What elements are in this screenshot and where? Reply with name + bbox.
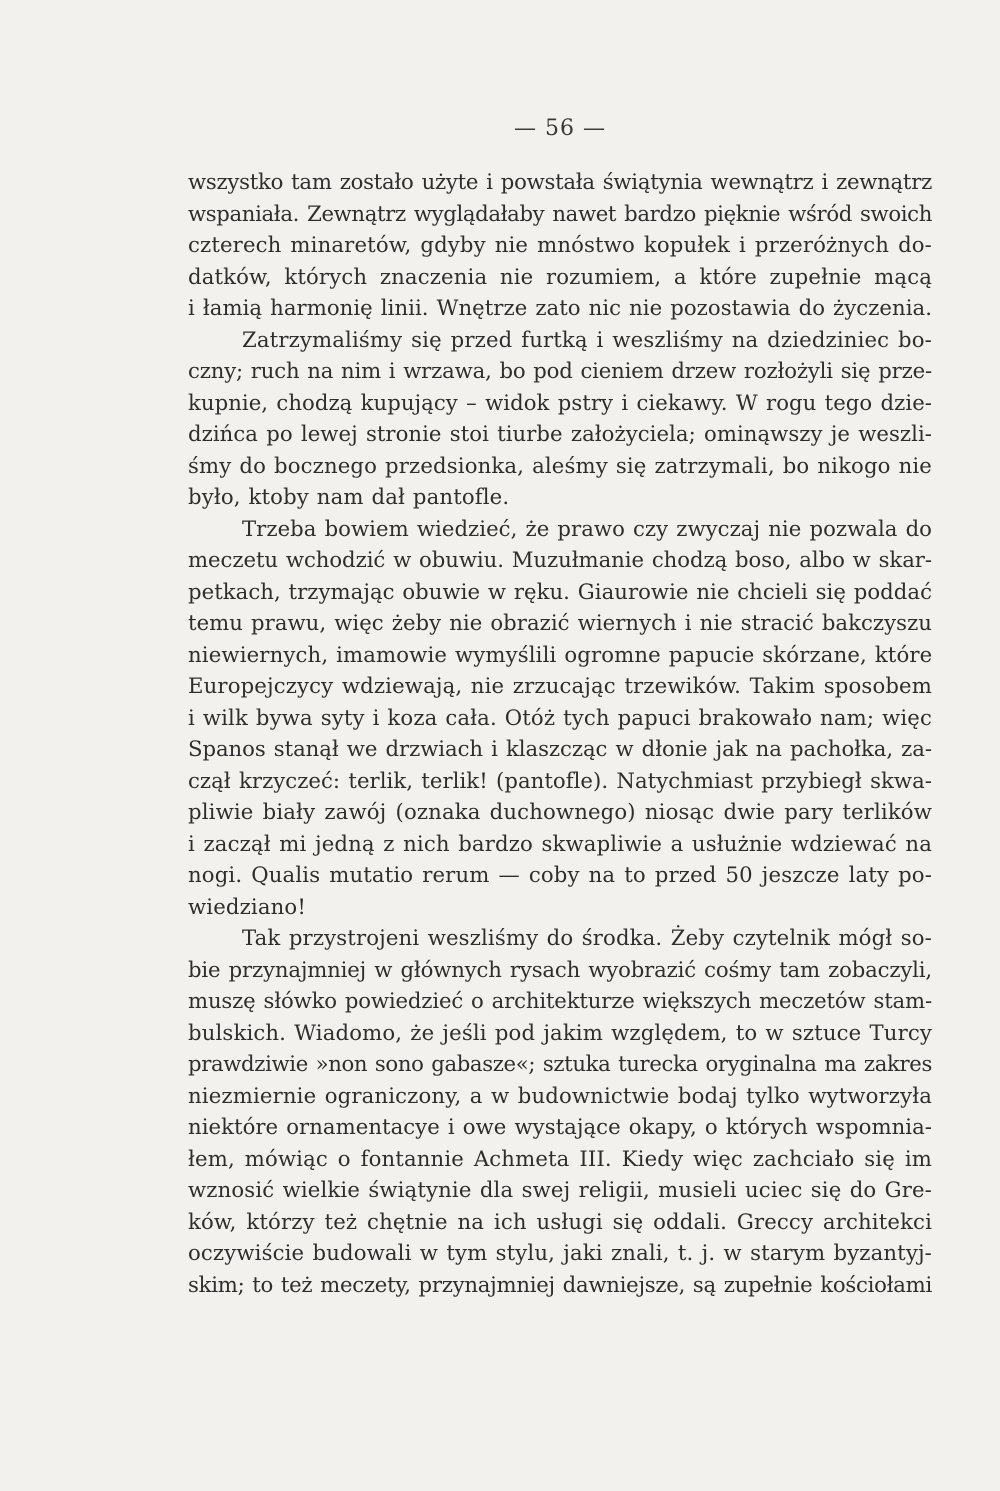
text-line: datków, których znaczenia nie rozumiem, a które zupełnie mącą <box>188 263 932 289</box>
text-line: petkach, trzymając obuwie w ręku. Giaurowie nie chcieli się poddać <box>188 578 932 604</box>
text-line: czął krzyczeć: terlik, terlik! (pantofle). Natychmiast przybiegł skwa- <box>188 767 932 793</box>
text-line: temu prawu, więc żeby nie obrazić wiernych i nie stracić bakczyszu <box>188 610 932 635</box>
page-number: — 56 — <box>514 116 606 141</box>
text-line: czterech minaretów, gdyby nie mnóstwo kopułek i przeróżnych do- <box>188 232 932 257</box>
text-line: i zaczął mi jedną z nich bardzo skwapliwie a usłużnie wdziewać na <box>188 830 932 856</box>
text-line: niewiernych, imamowie wymyślili ogromne papucie skórzane, które <box>188 641 933 667</box>
text-line: Tak przystrojeni weszliśmy do środka. Żeby czytelnik mógł so- <box>242 925 932 950</box>
text-line: i łamią harmonię linii. Wnętrze zato nic nie pozostawia do życzenia. <box>188 295 932 320</box>
text-line: ków, którzy też chętnie na ich usługi się oddali. Greccy architekci <box>188 1208 932 1234</box>
text-line: dzińca po lewej stronie stoi tiurbe założyciela; ominąwszy je weszli- <box>188 421 932 446</box>
text-line: Trzeba bowiem wiedzieć, że prawo czy zwyczaj nie pozwala do <box>242 515 932 541</box>
text-line: łem, mówiąc o fontannie Achmeta III. Kiedy więc zachciało się im <box>188 1145 932 1171</box>
body-text <box>188 166 932 1300</box>
text-line: nogi. Qualis mutatio rerum — coby na to przed 50 jeszcze laty po- <box>188 862 932 887</box>
text-line: skim; to też meczety, przynajmniej dawniejsze, są zupełnie kościołami <box>188 1271 932 1297</box>
text-line: kupnie, chodzą kupujący – widok pstry i ciekawy. W rogu tego dzie- <box>188 389 932 415</box>
text-line: prawdziwie »non sono gabasze«; sztuka turecka oryginalna ma zakres <box>188 1051 932 1076</box>
text-line: czny; ruch na nim i wrzawa, bo pod cieniem drzew rozłożyli się prze- <box>188 358 932 383</box>
text-line: wiedziano! <box>188 893 307 919</box>
text-line: muszę słówko powiedzieć o architekturze większych meczetów stam- <box>188 988 932 1013</box>
text-line: i wilk bywa syty i koza cała. Otóż tych papuci brakowało nam; więc <box>188 704 932 730</box>
text-line: bulskich. Wiadomo, że jeśli pod jakim względem, to w sztuce Turcy <box>188 1019 932 1045</box>
text-line: wszystko tam zostało użyte i powstała świątynia wewnątrz i zewnątrz <box>188 169 932 194</box>
text-line: pliwie biały zawój (oznaka duchownego) niosąc dwie pary terlików <box>188 799 932 824</box>
text-line: Europejczycy wdziewają, nie zrzucając trzewików. Takim sposobem <box>188 673 932 698</box>
text-line: Spanos stanął we drzwiach i klaszcząc w dłonie jak na pachołka, za- <box>188 736 932 761</box>
text-line: było, ktoby nam dał pantofle. <box>188 484 510 509</box>
text-line: oczywiście budowali w tym stylu, jaki znali, t. j. w starym byzantyj- <box>188 1240 932 1265</box>
text-line: śmy do bocznego przedsionka, aleśmy się zatrzymali, bo nikogo nie <box>188 452 932 478</box>
text-line: meczetu wchodzić w obuwiu. Muzułmanie chodzą boso, albo w skar- <box>188 547 932 572</box>
text-line: bie przynajmniej w głównych rysach wyobrazić cośmy tam zobaczyli, <box>188 956 932 982</box>
text-line: niezmiernie ograniczony, a w budownictwie bodaj tylko wytworzyła <box>188 1082 932 1108</box>
text-line: wznosić wielkie świątynie dla swej religii, musieli uciec się do Gre- <box>188 1177 932 1202</box>
text-line: wspaniała. Zewnątrz wyglądałaby nawet bardzo pięknie wśród swoich <box>188 200 932 226</box>
text-line: niektóre ornamentacye i owe wystające okapy, o których wspomnia- <box>188 1114 932 1139</box>
text-line: Zatrzymaliśmy się przed furtką i weszliśmy na dziedziniec bo- <box>242 326 932 352</box>
